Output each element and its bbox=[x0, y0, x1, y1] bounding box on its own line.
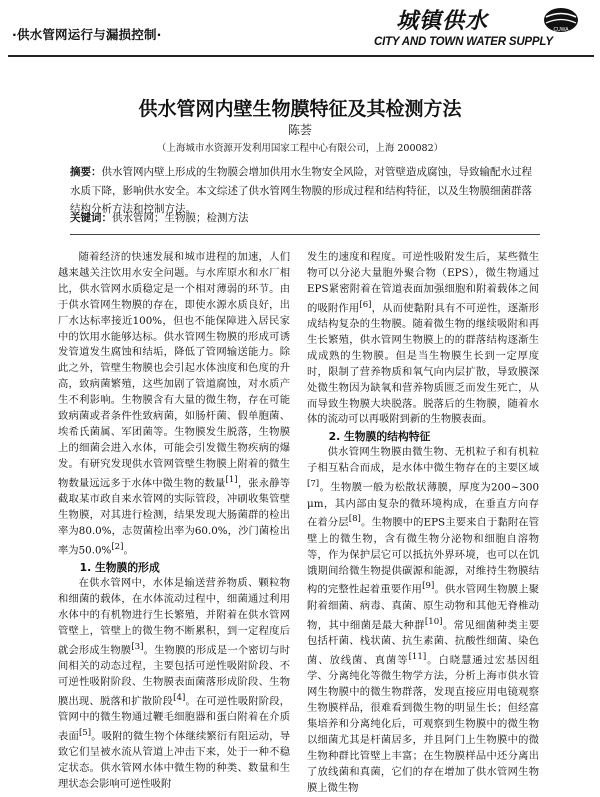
body-column-right bbox=[307, 250, 540, 794]
section-label: ·供水管网运行与漏损控制· bbox=[12, 27, 162, 42]
journal-logo bbox=[374, 4, 596, 54]
body-column-left bbox=[58, 250, 290, 791]
journal-logo-chinese: 城镇供水 bbox=[396, 8, 489, 34]
logo-badge-text: CUWA bbox=[553, 27, 569, 33]
citation: [11] bbox=[408, 651, 427, 662]
page-header bbox=[0, 0, 600, 60]
abstract-text: 供水管网内壁上形成的生物膜会增加供用水生物安全风险，对管壁造成腐蚀，导致输配水过程水质下降，影响供水安全。本文综述了供水管网生物膜的形成过程和结构特征，以及生物膜细菌群落结构分析方法和控制方法。 bbox=[70, 166, 532, 215]
body-paragraph: 供水管网生物膜由微生物、无机粒子和有机粒子相互粘合而成，是水体中微生物存在的主要区域[7]。生物膜一般为松散状薄膜，厚度为200~300 μm，其内部由复杂的微环境构成，在垂直方向存在着分层[8]。生物膜中的EPS主要来自于黏附在管壁上的微生物，含有微生物分泌物和细胞自溶物等，作为保护层它可以抵抗外界环境，也可以在饥饿期间给微生物提供碳源和能源，对维持生物膜结构的完整性起着重要作用[9]。供水管网生物膜上聚附着细菌、病毒、真菌、原生动物和其他无脊椎动物，其中细菌是最大种群[10]。常见细菌种类主要包括杆菌、栈状菌、抗生素菌、抗酸性细菌、染色菌、放线菌、真菌等[11]。白晓慧通过宏基因组学、分离纯化等微生物学方法，分析上海市供水管网生物膜中的微生物群落，发现直接应用电镜观察生物膜样品，很难看到微生物的明显生长；但经富集培养和分离纯化后，可观察到生物膜中的微生物以细菌尤其是杆菌居多，并且阿门上生物膜中的微生物种群比管壁上丰富；在生物膜样品中还分离出了放线菌和真菌，它们的存在增加了供水管网生物膜上微生物 bbox=[307, 446, 540, 794]
section-heading: 1. 生物膜的形成 bbox=[79, 561, 160, 575]
article-title: 供水管网内壁生物膜特征及其检测方法 bbox=[138, 98, 462, 120]
citation: [3] bbox=[131, 641, 144, 652]
citation: [6] bbox=[359, 299, 372, 310]
globe-icon bbox=[542, 6, 580, 34]
citation: [4] bbox=[173, 692, 186, 703]
divider bbox=[70, 234, 540, 235]
citation: [10] bbox=[424, 616, 443, 627]
citation: [2] bbox=[111, 541, 124, 552]
citation: [9] bbox=[422, 581, 435, 592]
citation: [5] bbox=[78, 728, 92, 739]
keywords bbox=[70, 210, 540, 225]
abstract-label: 摘要： bbox=[70, 166, 102, 178]
body-paragraph: 发生的速度和程度。可逆性吸附发生后，某些微生物可以分泌大量胞外聚合物（EPS），微生物通过EPS紧密附着在管道表面加强细胞和附着载体之间的吸附作用[6]，从而使黏附具有不可逆性，逐渐形成结构复杂的生物膜。随着微生物的继续吸附和再生长繁殖，供水管网生物膜上的的群落结构逐渐生成成熟的生物膜。但是当生物膜生长到一定厚度时，限制了营养物质和氧气向内层扩散，导致膜深处微生物因为缺氧和营养物质匮乏而发生死亡，从而导致生物膜大块脱落。脱落后的生物膜，随着水体的流动可以再吸附到新的生物膜表面。 bbox=[307, 251, 539, 426]
article-author: 陈荟 bbox=[287, 123, 312, 137]
citation: [1] bbox=[225, 474, 238, 485]
journal-logo-english: CITY AND TOWN WATER SUPPLY bbox=[374, 36, 553, 48]
keywords-label: 关键词： bbox=[70, 212, 112, 224]
citation: [8] bbox=[348, 514, 361, 525]
section-heading: 2. 生物膜的结构特征 bbox=[328, 430, 431, 444]
body-paragraph: 随着经济的快速发展和城市进程的加速，人们越来越关注饮用水安全问题。与水库原水和水厂相比，供水管网水质稳定是一个相对薄弱的环节。由于供水管网生物膜的存在，即使水源水质良好，出厂水达标率接近100%，但也不能保障进入居民家中的饮用水能够达标。供水管网生物膜的形成可诱发管道发生腐蚀和结垢，降低了管网输送能力。除此之外，管壁生物膜也会引起水体浊度和色度的升高，致病菌繁殖，这些加剧了管道腐蚀，对水质产生不利影响。生物膜含有大量的微生物，存在可能致病菌或者条件性致病菌，如肠杆菌、假单胞菌、埃希氏菌属、军团菌等。生物膜发生脱落，生物膜上的细菌会进入水体，可能会引发微生物疾病的爆发。有研究发现供水管网管壁生物膜上附着的微生物数量远远多于水体中微生物的数量[1]，张永静等截取某市政自来水管网的实际管段，冲刷收集管壁生物膜，对其进行检测，结果发现大肠菌群的检出率为80.0%，志贺菌检出率为60.0%，沙门菌检出率为50.0%[2]。 bbox=[58, 251, 290, 557]
citation: [7] bbox=[307, 479, 320, 490]
header-rule bbox=[8, 55, 594, 57]
article-affiliation: （上海城市水资源开发利用国家工程中心有限公司，上海 200082） bbox=[156, 143, 444, 154]
keywords-text: 供水管网；生物膜；检测方法 bbox=[112, 212, 249, 224]
body-paragraph: 在供水管网中，水体是输送营养物质、颗粒物和细菌的载体，在水体流动过程中，细菌通过利用水体中的有机物进行生长繁殖，并附着在供水管网管壁上，管壁上的微生物不断累积，到一定程度后就会形成生物膜[3]。生物膜的形成是一个密切与时间相关的动态过程，主要包括可逆性吸附阶段、不可逆性吸附阶段、生物膜表面菌落形成阶段、生物膜出现、脱落和扩散阶段[4]。在可逆性吸附阶段，管网中的微生物通过鞭毛细胞器和蛋白附着在介质表面[5]。吸附的微生物个体继续繁衍有阻运动，导致它们呈被水流从管道上冲击下来，处于一种不稳定状态。供水管网水体中微生物的种类、数量和生理状态会影响可逆性吸附 bbox=[58, 577, 290, 791]
